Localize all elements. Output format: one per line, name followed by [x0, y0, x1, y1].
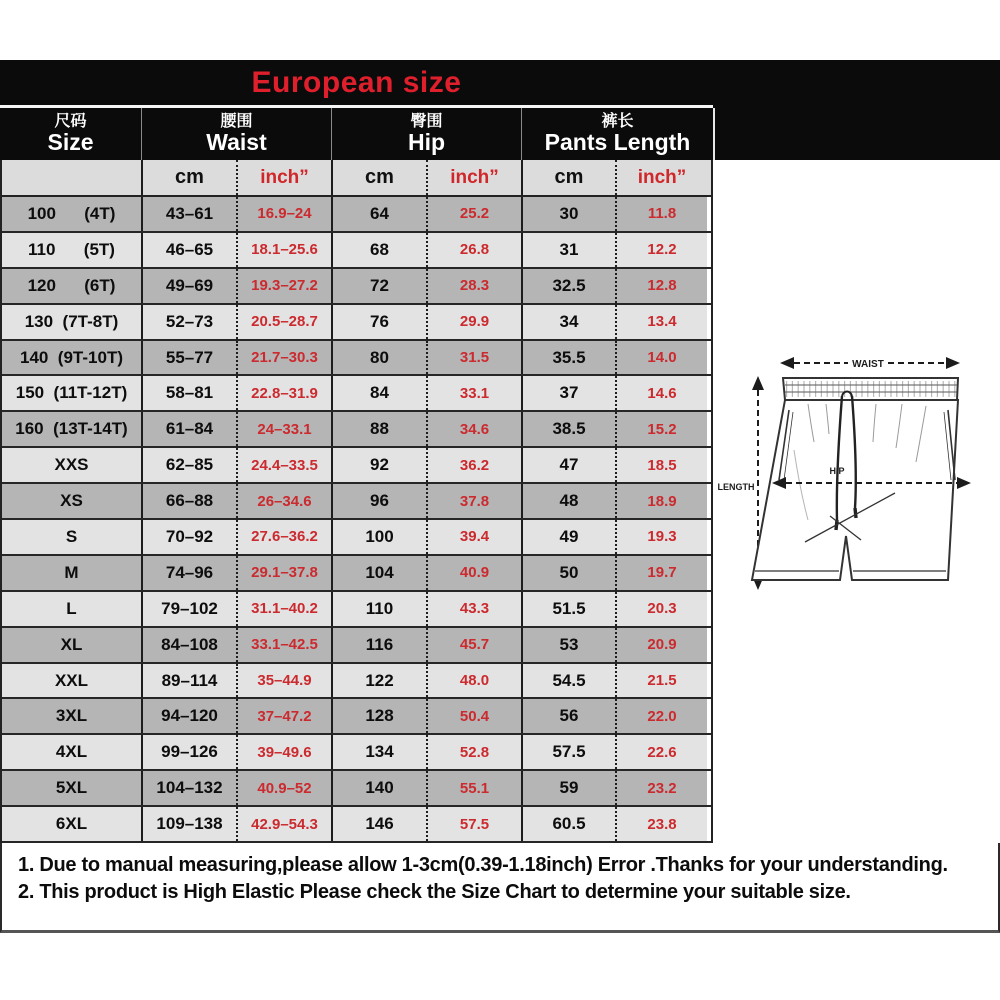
size-cell: XXL [2, 664, 141, 698]
waist-inch-cell: 39–49.6 [236, 735, 331, 769]
hip-inch-cell: 52.8 [426, 735, 521, 769]
length-inch-cell: 23.8 [615, 807, 707, 841]
shorts-diagram [690, 330, 1000, 610]
hip-cm-cell: 76 [331, 305, 426, 339]
shorts-drawing [752, 378, 958, 580]
waist-label: WAIST [852, 359, 884, 370]
waist-inch-cell: 24–33.1 [236, 412, 331, 446]
size-cell: 6XL [2, 807, 141, 841]
length-cm-cell: 47 [521, 448, 615, 482]
size-cell: 160 (13T-14T) [2, 412, 141, 446]
length-inch-cell: 19.7 [615, 556, 707, 590]
length-cm-unit: cm [521, 160, 615, 195]
table-row [2, 556, 711, 592]
length-cm-cell: 37 [521, 376, 615, 410]
hip-cm-cell: 110 [331, 592, 426, 626]
waist-cm-cell: 62–85 [141, 448, 236, 482]
length-cm-cell: 31 [521, 233, 615, 267]
hip-cm-cell: 88 [331, 412, 426, 446]
table-row [2, 376, 711, 412]
waist-cm-cell: 89–114 [141, 664, 236, 698]
length-label: LENGTH [717, 482, 755, 492]
waist-inch-cell: 20.5–28.7 [236, 305, 331, 339]
header-waist-en: Waist [206, 129, 267, 156]
length-cm-cell: 56 [521, 699, 615, 733]
waist-cm-cell: 49–69 [141, 269, 236, 303]
waist-cm-cell: 109–138 [141, 807, 236, 841]
table-row [2, 771, 711, 807]
hip-cm-cell: 64 [331, 197, 426, 231]
size-cell: 110 (5T) [2, 233, 141, 267]
length-cm-cell: 60.5 [521, 807, 615, 841]
title-bar [0, 60, 713, 105]
header-hip-zh: 臀围 [410, 112, 443, 130]
header-pants-length-en: Pants Length [544, 129, 691, 156]
length-cm-cell: 54.5 [521, 664, 615, 698]
hip-inch-cell: 43.3 [426, 592, 521, 626]
table-row [2, 412, 711, 448]
length-cm-cell: 50 [521, 556, 615, 590]
waist-inch-cell: 40.9–52 [236, 771, 331, 805]
unit-subheader [0, 160, 713, 197]
header-pants-length [521, 108, 713, 160]
header-waist-zh: 腰围 [220, 112, 253, 130]
size-cell: 100 (4T) [2, 197, 141, 231]
hip-cm-cell: 92 [331, 448, 426, 482]
length-cm-cell: 49 [521, 520, 615, 554]
hip-cm-cell: 122 [331, 664, 426, 698]
length-inch-cell: 12.2 [615, 233, 707, 267]
hip-inch-unit: inch” [426, 160, 521, 195]
length-cm-cell: 38.5 [521, 412, 615, 446]
hip-inch-cell: 40.9 [426, 556, 521, 590]
waist-cm-cell: 55–77 [141, 341, 236, 375]
hip-label: HIP [829, 466, 845, 476]
size-cell: M [2, 556, 141, 590]
hip-cm-cell: 140 [331, 771, 426, 805]
header-size-en: Size [47, 129, 94, 156]
size-cell: 140 (9T-10T) [2, 341, 141, 375]
header-hip [331, 108, 521, 160]
note-line-2: 2. This product is High Elastic Please check the Size Chart to determine your suitable size. [18, 881, 851, 903]
waist-inch-cell: 21.7–30.3 [236, 341, 331, 375]
waist-cm-cell: 70–92 [141, 520, 236, 554]
header-hip-en: Hip [407, 129, 446, 156]
hip-inch-cell: 55.1 [426, 771, 521, 805]
size-chart-table [0, 197, 713, 843]
length-inch-cell: 15.2 [615, 412, 707, 446]
waist-cm-cell: 46–65 [141, 233, 236, 267]
waist-inch-cell: 16.9–24 [236, 197, 331, 231]
hip-cm-unit: cm [331, 160, 426, 195]
table-row [2, 448, 711, 484]
waist-cm-cell: 43–61 [141, 197, 236, 231]
length-cm-cell: 32.5 [521, 269, 615, 303]
hip-inch-cell: 39.4 [426, 520, 521, 554]
length-inch-cell: 22.6 [615, 735, 707, 769]
waist-inch-cell: 33.1–42.5 [236, 628, 331, 662]
table-row [2, 807, 711, 843]
table-row [2, 628, 711, 664]
length-arrow [718, 380, 759, 586]
waist-inch-cell: 29.1–37.8 [236, 556, 331, 590]
waist-cm-cell: 99–126 [141, 735, 236, 769]
hip-inch-cell: 36.2 [426, 448, 521, 482]
table-row [2, 592, 711, 628]
size-cell: 130 (7T-8T) [2, 305, 141, 339]
waist-inch-unit: inch” [236, 160, 331, 195]
waist-inch-cell: 18.1–25.6 [236, 233, 331, 267]
length-inch-cell: 18.9 [615, 484, 707, 518]
hip-cm-cell: 134 [331, 735, 426, 769]
hip-inch-cell: 33.1 [426, 376, 521, 410]
hip-inch-cell: 31.5 [426, 341, 521, 375]
table-row [2, 520, 711, 556]
hip-inch-cell: 25.2 [426, 197, 521, 231]
hip-cm-cell: 128 [331, 699, 426, 733]
waist-inch-cell: 26–34.6 [236, 484, 331, 518]
hip-cm-cell: 84 [331, 376, 426, 410]
waist-cm-cell: 79–102 [141, 592, 236, 626]
size-cell: 120 (6T) [2, 269, 141, 303]
length-inch-cell: 14.0 [615, 341, 707, 375]
length-inch-cell: 22.0 [615, 699, 707, 733]
length-inch-cell: 21.5 [615, 664, 707, 698]
hip-inch-cell: 45.7 [426, 628, 521, 662]
hip-inch-cell: 57.5 [426, 807, 521, 841]
header-size [0, 108, 141, 160]
table-row [2, 664, 711, 700]
table-row [2, 484, 711, 520]
length-inch-unit: inch” [615, 160, 707, 195]
table-row [2, 735, 711, 771]
length-cm-cell: 48 [521, 484, 615, 518]
hip-cm-cell: 96 [331, 484, 426, 518]
length-inch-cell: 12.8 [615, 269, 707, 303]
header-pants-length-zh: 裤长 [601, 112, 634, 130]
hip-cm-cell: 104 [331, 556, 426, 590]
table-row [2, 305, 711, 341]
waist-cm-cell: 84–108 [141, 628, 236, 662]
length-inch-cell: 23.2 [615, 771, 707, 805]
waist-inch-cell: 37–47.2 [236, 699, 331, 733]
length-cm-cell: 53 [521, 628, 615, 662]
table-row [2, 269, 711, 305]
length-inch-cell: 20.9 [615, 628, 707, 662]
waist-cm-unit: cm [141, 160, 236, 195]
size-cell: L [2, 592, 141, 626]
header-size-zh: 尺码 [54, 112, 87, 130]
waist-cm-cell: 58–81 [141, 376, 236, 410]
table-row [2, 197, 711, 233]
waist-arrow [784, 359, 956, 370]
waist-inch-cell: 27.6–36.2 [236, 520, 331, 554]
waist-cm-cell: 61–84 [141, 412, 236, 446]
size-cell: XL [2, 628, 141, 662]
note-line-1: 1. Due to manual measuring,please allow 1-3cm(0.39-1.18inch) Error .Thanks for your understanding. [18, 854, 948, 876]
hip-inch-cell: 28.3 [426, 269, 521, 303]
length-inch-cell: 19.3 [615, 520, 707, 554]
length-cm-cell: 57.5 [521, 735, 615, 769]
length-cm-cell: 35.5 [521, 341, 615, 375]
column-group-header [0, 108, 715, 160]
unit-blank-cell [2, 160, 141, 195]
length-cm-cell: 34 [521, 305, 615, 339]
waist-cm-cell: 74–96 [141, 556, 236, 590]
size-cell: 150 (11T-12T) [2, 376, 141, 410]
hip-inch-cell: 48.0 [426, 664, 521, 698]
waist-cm-cell: 104–132 [141, 771, 236, 805]
table-row [2, 341, 711, 377]
waist-cm-cell: 52–73 [141, 305, 236, 339]
waist-inch-cell: 31.1–40.2 [236, 592, 331, 626]
hip-inch-cell: 26.8 [426, 233, 521, 267]
hip-cm-cell: 72 [331, 269, 426, 303]
waist-cm-cell: 94–120 [141, 699, 236, 733]
length-inch-cell: 13.4 [615, 305, 707, 339]
table-row [2, 699, 711, 735]
hip-cm-cell: 80 [331, 341, 426, 375]
length-inch-cell: 14.6 [615, 376, 707, 410]
hip-cm-cell: 146 [331, 807, 426, 841]
waist-inch-cell: 35–44.9 [236, 664, 331, 698]
hip-inch-cell: 34.6 [426, 412, 521, 446]
length-inch-cell: 11.8 [615, 197, 707, 231]
waist-inch-cell: 42.9–54.3 [236, 807, 331, 841]
length-cm-cell: 51.5 [521, 592, 615, 626]
size-cell: 5XL [2, 771, 141, 805]
table-row [2, 233, 711, 269]
hip-inch-cell: 29.9 [426, 305, 521, 339]
length-cm-cell: 59 [521, 771, 615, 805]
hip-cm-cell: 68 [331, 233, 426, 267]
size-cell: XS [2, 484, 141, 518]
length-cm-cell: 30 [521, 197, 615, 231]
hip-inch-cell: 37.8 [426, 484, 521, 518]
size-cell: 3XL [2, 699, 141, 733]
size-cell: 4XL [2, 735, 141, 769]
hip-cm-cell: 100 [331, 520, 426, 554]
size-cell: S [2, 520, 141, 554]
length-inch-cell: 20.3 [615, 592, 707, 626]
waist-inch-cell: 24.4–33.5 [236, 448, 331, 482]
waist-cm-cell: 66–88 [141, 484, 236, 518]
hip-inch-cell: 50.4 [426, 699, 521, 733]
length-inch-cell: 18.5 [615, 448, 707, 482]
notes-box [0, 843, 1000, 933]
header-waist [141, 108, 331, 160]
waist-inch-cell: 22.8–31.9 [236, 376, 331, 410]
hip-cm-cell: 116 [331, 628, 426, 662]
waist-inch-cell: 19.3–27.2 [236, 269, 331, 303]
page-title: European size [251, 65, 462, 99]
size-cell: XXS [2, 448, 141, 482]
